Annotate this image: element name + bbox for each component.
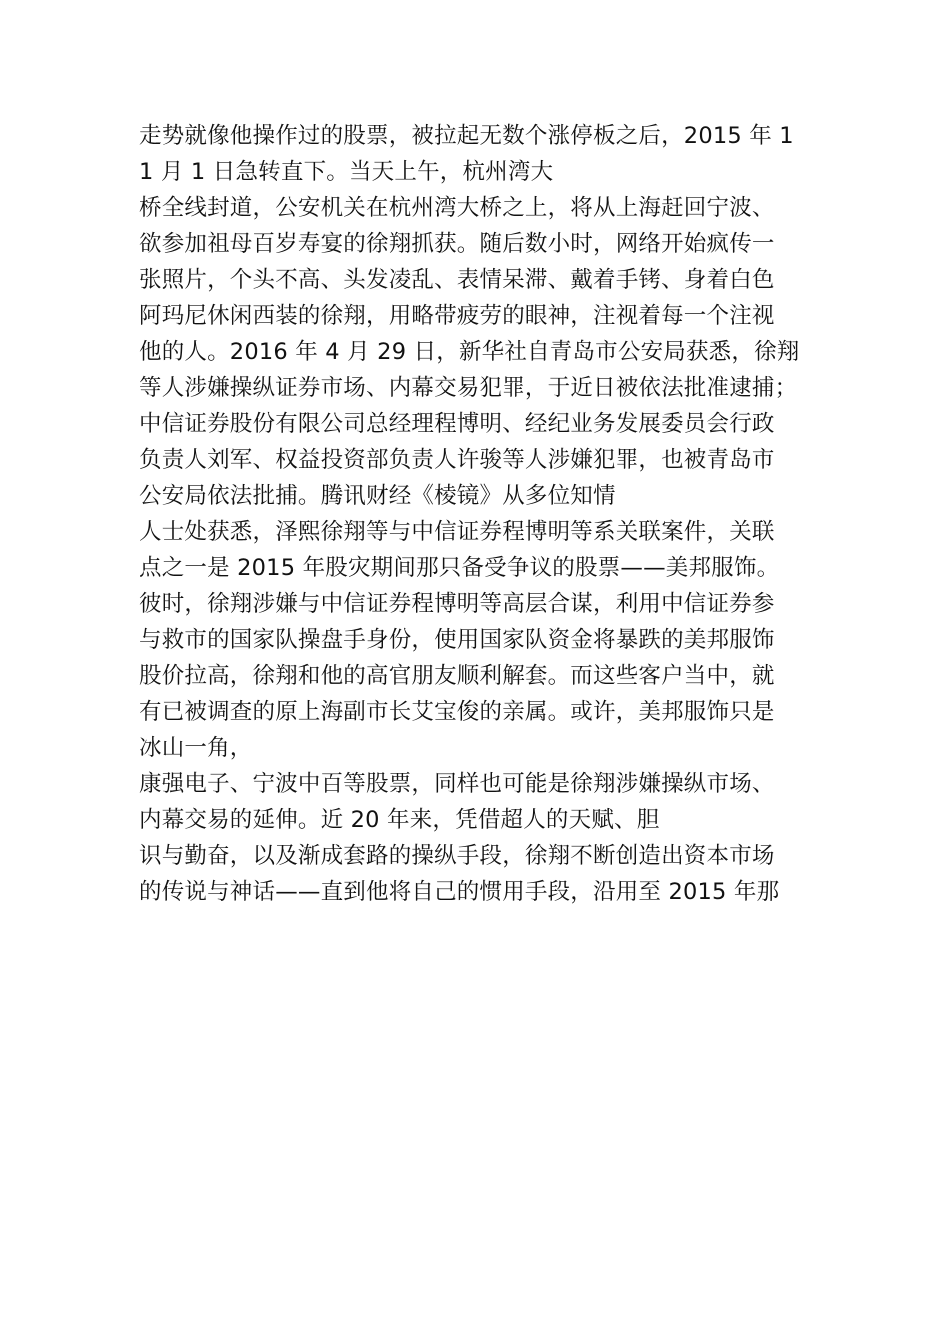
body-text: [139, 118, 819, 910]
text-line: 康强电子、宁波中百等股票，同样也可能是徐翔涉嫌操纵市场、: [139, 771, 775, 797]
text-line: 张照片，个头不高、头发凌乱、表情呆滞、戴着手铐、身着白色: [139, 267, 775, 293]
text-line: 公安局依法批捕。腾讯财经《棱镜》从多位知情: [139, 483, 616, 509]
text-line: 彼时，徐翔涉嫌与中信证券程博明等高层合谋，利用中信证券参: [139, 591, 775, 617]
text-line: 欲参加祖母百岁寿宴的徐翔抓获。随后数小时，网络开始疯传一: [139, 231, 775, 257]
text-line: 股价拉高，徐翔和他的高官朋友顺利解套。而这些客户当中，就: [139, 663, 775, 689]
text-line: 他的人。2016 年 4 月 29 日，新华社自青岛市公安局获悉，徐翔: [139, 339, 800, 365]
text-line: 负责人刘军、权益投资部负责人许骏等人涉嫌犯罪，也被青岛市: [139, 447, 775, 473]
text-line: 识与勤奋，以及渐成套路的操纵手段，徐翔不断创造出资本市场: [139, 843, 775, 869]
text-line: 中信证券股份有限公司总经理程博明、经纪业务发展委员会行政: [139, 411, 775, 437]
text-line: 有已被调查的原上海副市长艾宝俊的亲属。或许，美邦服饰只是: [139, 699, 775, 725]
text-line: 点之一是 2015 年股灾期间那只备受争议的股票——美邦服饰。: [139, 555, 780, 581]
text-line: 等人涉嫌操纵证券市场、内幕交易犯罪，于近日被依法批准逮捕；: [139, 375, 798, 401]
text-line: 1 月 1 日急转直下。当天上午，杭州湾大: [139, 159, 554, 185]
text-line: 阿玛尼休闲西装的徐翔，用略带疲劳的眼神，注视着每一个注视: [139, 303, 775, 329]
text-line: 内幕交易的延伸。近 20 年来，凭借超人的天赋、胆: [139, 807, 660, 833]
text-line: 冰山一角，: [139, 735, 253, 761]
text-line: 与救市的国家队操盘手身份，使用国家队资金将暴跌的美邦服饰: [139, 627, 775, 653]
text-line: 的传说与神话——直到他将自己的惯用手段，沿用至 2015 年那: [139, 879, 780, 905]
text-line: 走势就像他操作过的股票，被拉起无数个涨停板之后，2015 年 1: [139, 123, 794, 149]
text-line: 人士处获悉，泽熙徐翔等与中信证券程博明等系关联案件，关联: [139, 519, 775, 545]
text-line: 桥全线封道，公安机关在杭州湾大桥之上，将从上海赶回宁波、: [139, 195, 775, 221]
